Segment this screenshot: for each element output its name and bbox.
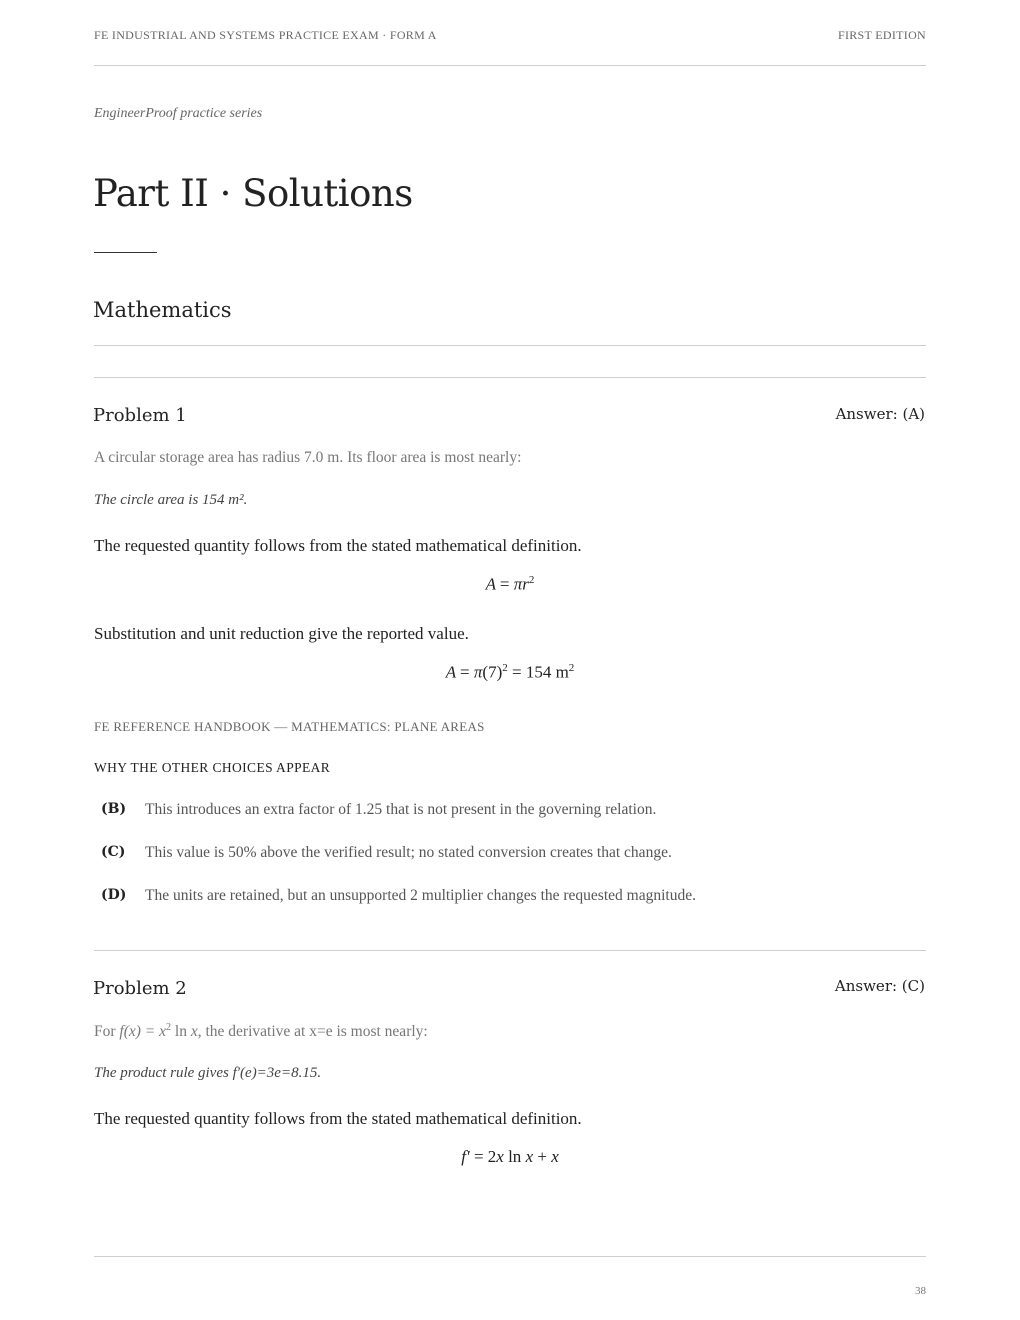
choice-explanation: This value is 50% above the verified result; no stated conversion creates that change. [145, 844, 672, 861]
problem-divider [94, 377, 926, 378]
choice-label: (D) [101, 887, 127, 903]
equation-derivative: f′ = 2x ln x + x [461, 1147, 559, 1166]
statement-prefix: For [94, 1023, 116, 1041]
problem-1-statement: A circular storage area has radius 7.0 m. Its floor area is most nearly: [94, 449, 522, 466]
choice-label: (B) [101, 801, 127, 817]
problem-1-step-2: Substitution and unit reduction give the reported value. [94, 624, 469, 643]
statement-suffix: , the derivative at x=e is most nearly: [197, 1023, 428, 1041]
problem-2-summary: The product rule gives f′(e)=3e=8.15. [94, 1065, 322, 1081]
header-divider [94, 65, 926, 66]
problem-1-title: Problem 1 [93, 405, 187, 426]
section-divider [94, 345, 926, 346]
running-header-title: FE INDUSTRIAL AND SYSTEMS PRACTICE EXAM · FORM A [94, 28, 437, 42]
problem-divider [94, 950, 926, 951]
problem-1-answer: Answer: (A) [835, 405, 925, 423]
series-label: EngineerProof practice series [94, 106, 263, 121]
choice-explanation: This introduces an extra factor of 1.25 that is not present in the governing relation. [145, 801, 657, 818]
choice-label: (C) [101, 844, 126, 860]
problem-1-step-1: The requested quantity follows from the stated mathematical definition. [94, 536, 582, 555]
equation-substitution: $A = \pi(7)^2 = 154$ $m^2$ [445, 662, 575, 682]
distractor-heading: WHY THE OTHER CHOICES APPEAR [94, 760, 331, 775]
handbook-reference: FE REFERENCE HANDBOOK — MATHEMATICS: PLANE AREAS [94, 719, 485, 734]
page-number: 38 [915, 1285, 926, 1297]
inline-function: $f(x) = x^2$ ln x [119, 1022, 198, 1041]
problem-2-step-1: The requested quantity follows from the stated mathematical definition. [94, 1109, 582, 1128]
title-underline [94, 252, 157, 253]
problem-1-summary: The circle area is 154 m². [94, 492, 248, 508]
section-title: Mathematics [93, 298, 232, 322]
problem-2-statement [94, 1022, 428, 1041]
problem-2-title: Problem 2 [93, 978, 187, 999]
part-title: Part II · Solutions [93, 172, 413, 215]
problem-2-answer: Answer: (C) [834, 977, 925, 995]
equation-circle-area: $A = \pi r^2$ [485, 574, 535, 594]
footer-divider [94, 1256, 926, 1257]
running-header-edition: FIRST EDITION [837, 28, 926, 42]
choice-explanation: The units are retained, but an unsupported 2 multiplier changes the requested magnitude. [145, 887, 696, 904]
